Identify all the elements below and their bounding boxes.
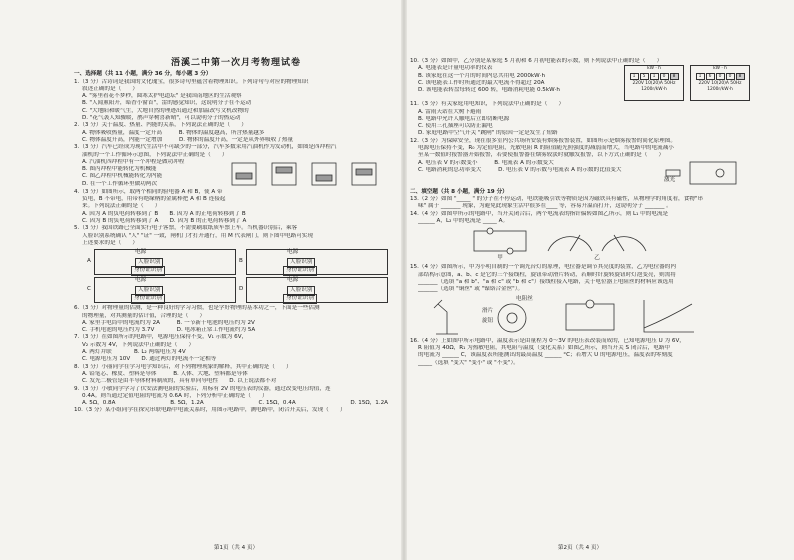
circuit-label: 人脸识别 xyxy=(135,286,163,295)
circuit-b xyxy=(239,249,388,275)
exam-page-2 xyxy=(410,0,750,560)
question-15: 15.（4 分）如图所示，甲为小明自制的一个调光台灯的原理，电位器是调节其亮度的装置，乙为电位器的内 xyxy=(410,264,676,271)
energy-meter-1 xyxy=(624,65,684,101)
option: C. "大地阳和暖气生，大地自然的理迹出通过和加温改写文机改物的 xyxy=(82,107,249,114)
option: B. 图丙冲程中能转化为机械能 xyxy=(82,166,157,173)
question-16-stem: 的电流为 ______ C，该温度表所能测出的最高温度 ______ °C；若增大 U 的电源电压，温度表的零刻度 xyxy=(418,352,673,359)
question-3: 3.（3 分）汽车已经成为现代生活中不可缺少的一部分，汽车多数采用汽油机作为发动机，如图是四冲程汽 xyxy=(74,144,337,151)
potentiometer-figure xyxy=(482,295,542,336)
option-letter: D xyxy=(239,286,244,293)
question-9-stem: 0.4A。则当通过定值电阻的电流为 0.6A 时，下列分析中正确的是（ ） xyxy=(82,392,268,399)
option: C. 因为 B 的负电荷转移到了 A D. 因为 B 的正电荷转移到了 A xyxy=(82,218,247,225)
question-4-stem: 负电，B 不带电，用带有绝缘柄的金属棒把 A 和 B 连接起 xyxy=(82,196,226,203)
option: A. 铅笔芯、橡皮、塑料是导体 B. 人体、大地、塑料都是导体 xyxy=(82,370,248,377)
figure-caption: 乙 xyxy=(594,255,600,262)
option: A. 因为 A 的负电荷转移到了 B B. 因为 A 的正电荷转移到了 B xyxy=(82,210,246,217)
question-12-stem: 至某一数值时报警器开始报警，若要使报警器在烟雾较淡时就触发报警，以下方式正确的是（ ） xyxy=(418,152,665,159)
question-6: 6.（3 分）对物理量的估测，是一种良好的学习习惯，也是学好物理的基本功之一，下面是一些估测 xyxy=(74,305,320,312)
option: D. 在一个工作循环里做功两次 xyxy=(82,180,157,187)
circuit-label: 身份证识别 xyxy=(131,294,165,303)
question-9-options xyxy=(82,400,398,407)
question-12: 12.（3 分）为保障安全，现在很多室内公共场所安装有烟雾报警装置，如图所示是烟雾报警的简化原理图。 xyxy=(410,137,676,144)
option: C. 该电能表工作时所通过的最大电流不得超过 20A xyxy=(418,79,545,86)
option: C. 电路消耗的总功率变大 D. 电压表 V 的示数与电流表 A 的示数的比值变大 xyxy=(418,166,622,173)
option: C. 手机电池的电压约为 3.7V D. 电冰箱正常工作电流约为 5A xyxy=(82,327,256,334)
option: C. 15Ω，0.4A xyxy=(258,400,296,407)
meter-digit: 6 xyxy=(706,73,715,81)
circuit-label: 身份证识别 xyxy=(283,294,317,303)
engine-strokes-figure xyxy=(224,159,394,189)
circuit-label: 电源 xyxy=(135,249,147,256)
meter-digit: 5 xyxy=(640,73,649,81)
circuit-label: 电源 xyxy=(287,249,299,256)
option: D. 该电能表转盘每转过 600 转，电路消耗电能 0.5kW·h xyxy=(418,87,560,94)
meter-spec: 220V 10(20)A 50Hz 1200r/kW·h xyxy=(698,81,742,92)
meter-digit: 8 xyxy=(670,73,679,81)
question-13-stem: 味" 属于 _______ 现象，为避免此现象生活中很多在____ 等，容易升温而打开，这说明分子 _______ 。 xyxy=(418,203,672,210)
question-5-stem: 上述要求的是（ ） xyxy=(82,239,138,246)
option-letter: A xyxy=(87,258,91,265)
circuit-label: 人脸识别 xyxy=(287,286,315,295)
exam-title: 浯溪二中第一次月考物理试卷 xyxy=(170,58,301,68)
option: C. 图乙冲程中机械能转化为内能 xyxy=(82,173,163,180)
circuit-d xyxy=(239,277,388,303)
circuit-label: 身份证识别 xyxy=(283,266,317,275)
question-14-stem: ______ A，L₂ 中的电流是 _____ A。 xyxy=(418,217,509,224)
question-4-stem: 来。下列说法正确的是（ ） xyxy=(82,203,161,210)
option: C. 发光二极管是由半导体材料制成的，具有单向导电性 D. 以上说法都不对 xyxy=(82,378,277,385)
circuit-label: 电源 xyxy=(135,277,147,284)
option: D. "花气袭人知骤暖，鹊声穿树喜新晴"，可以说明分子的热运动 xyxy=(82,115,241,122)
question-10: 10.（3 分）如图中，乙分别是某家庭 5 月初和 6 月初电能表的示数，则下列说法中正确的是（ ） xyxy=(410,58,663,64)
question-5-stem: 人脸识别系统确认 "人" "证" 一致，闸机门才打开通行，用 M 代表闸门，则下图中电路可实现 xyxy=(82,232,313,239)
meter-digit: 8 xyxy=(736,73,745,81)
figure-label: 滑片 xyxy=(482,307,494,314)
option: B. 该家庭在这一个月的时间内总共用电 2000kW·h xyxy=(418,72,546,79)
circuit-label: 身份证识别 xyxy=(131,266,165,275)
question-14: 14.（4 分）如图甲所示的电路中，当开关闭合后，两个电流表的指针偏转如图乙所示，则 L₁ 中的电流是 xyxy=(410,210,669,217)
circuit-label: 电源 xyxy=(287,277,299,284)
question-13: 13.（2 分）如图 "_____ " 的分子在不停运动，电铁能吸引铁等物质是因为磁铁具有磁性，从物理学的角度看，食物"串 xyxy=(410,195,703,202)
figure-label: 旋钮 xyxy=(482,317,494,324)
question-14-figures xyxy=(470,227,750,262)
meter-digit: 1 xyxy=(650,73,659,81)
question-5: 5.（3 分）我国铁路已全面实行电子客票，不需要刷取纸质车票上车。当机器识别后，乘客 xyxy=(74,225,298,232)
page-footer: 第1页（共 4 页） xyxy=(213,544,259,551)
exam-page-1 xyxy=(74,0,398,560)
meter-digit: 1 xyxy=(696,73,705,81)
option: A. 5Ω，0.8A xyxy=(82,400,116,407)
option-letter: B xyxy=(239,258,243,265)
question-4: 4.（3 分）如图所示，取两个相同的验电器 A 和 B，使 A 带 xyxy=(74,188,223,195)
circuit-a xyxy=(87,249,236,275)
desk-lamp-figure xyxy=(430,298,464,336)
question-7: 7.（3 分）在如图所示的电路中，电源电压保持不变，V₁ 示数为 6V， xyxy=(74,334,248,341)
question-10: 10.（3 分）某小组同学在探究串联电路中电流关系时，用图示电路中，测电路中，闭合开关后，发现（ ） xyxy=(74,407,346,414)
meter-unit: kW · h xyxy=(713,66,727,72)
figure-label: 激光 xyxy=(664,176,676,183)
question-6-stem: 的物理量，对其测量的估计值，合理的是（ ） xyxy=(82,312,206,319)
option: B. "人闻薰阳开，暗香小窗首"，雷的感觉知识，这说明分子在不运动 xyxy=(82,100,252,107)
option: B. 电路中允许人触电后立即切断电源 xyxy=(418,115,510,122)
question-15-stem: _______（选填 "a 和 b"、"a 和 c" 或 "b 和 c"）接线柱接入电路，关于电位器上电阻丝的材料应该选用 xyxy=(418,279,674,286)
meter-digit: 0 xyxy=(716,73,725,81)
option: A. 家里手电筒中的电流约为 2A B. 一节新干电池的电压约为 2V xyxy=(82,319,255,326)
figure-14-a xyxy=(470,227,530,262)
resistance-temperature-graph xyxy=(638,298,698,336)
option: A. 雷雨天站在大树下避雨 xyxy=(418,108,482,115)
question-15-16-figures xyxy=(430,296,750,336)
meter-digit: 1 xyxy=(630,73,639,81)
option: A. 汽油机四冲程中有一个冲程是做功冲程 xyxy=(82,158,185,165)
figure-label: 电阻丝 xyxy=(516,295,533,302)
question-3-stem: 油机的一个工作循环示意图，下列说法中正确的是（ ） xyxy=(82,151,228,158)
circuit-c xyxy=(87,277,236,303)
energy-meters xyxy=(624,65,750,101)
question-11: 11.（3 分）有关家庭用电知识，下列说法中正确的是（ ） xyxy=(410,101,565,108)
option: C. 物体温度升高，内能一定增加 D. 物体的温度升高，一定是从外界吸收了热量 xyxy=(82,136,294,143)
section-heading: 二、填空题（共 8 小题，满分 19 分） xyxy=(410,188,508,195)
option: A. 两灯并联 B. L₂ 两端电压为 4V xyxy=(82,349,186,356)
question-2: 2.（3 分）关于温度、热量、内能的关系，下列说法正确的是（ ） xyxy=(74,122,247,129)
meter-spec: 220V 10(20)A 50Hz 1200r/kW·h xyxy=(632,81,676,92)
circuit-label: 人脸识别 xyxy=(135,258,163,267)
option: D. 家庭电路中空气开关 "跳闸" 的原因一定是发生了短路 xyxy=(418,130,558,137)
option: A. 电压表 V 的示数变小 B. 电流表 A 的示数变大 xyxy=(418,159,554,166)
question-15-stem: 部结构示意图，a、b、c 是它的三个接线柱，旋钮带动滑片转动，若顺时针旋转旋钮时灯泡变亮，则需将 xyxy=(418,271,676,278)
question-16-stem: _____（选填 "变大" "变小" 或 "不变"）。 xyxy=(418,359,519,366)
circuit-options xyxy=(87,249,388,303)
question-8: 8.（3 分）小丽同学在学习电学知识后，对下列物理现象的解释，其中正确的是（ ） xyxy=(74,363,292,370)
option: D. 15Ω，1.2A xyxy=(350,400,388,407)
question-12-stem: 电源电压保持不变，R₀ 为定值电阻，光敏电阻 R 的阻值随光照强度的减弱而增大，当电路中的电流减小 xyxy=(418,145,674,152)
option: A. 电能表是计量电功率的仪表 xyxy=(418,65,493,72)
question-16-stem: R 阻值为 40Ω，R₁ 为热敏电阻，其电阻与温度（变化关系）如图乙所示，则当开关 S 闭合后，电路中 xyxy=(418,344,671,351)
smoke-alarm-figure xyxy=(660,160,740,186)
option: A. 物体吸收热量，温度一定升高 B. 物体的温度越高，所含热量越多 xyxy=(82,129,265,136)
question-16: 16.（4 分）上如图甲所示电路中，温度表示是由量程为 0～3V 的电压表改装而成的，已知电源电压 U 为 6V， xyxy=(410,337,685,344)
figure-14-b xyxy=(542,227,652,262)
energy-meter-2 xyxy=(690,65,750,101)
option: B. 5Ω，1.2A xyxy=(170,400,204,407)
option: C. 电源电压为 10V D. 通过两灯的电流不一定相等 xyxy=(82,356,217,363)
option-letter: C xyxy=(87,286,91,293)
option: A. "雾里看花不梦秒，圆寒太护电道坛" 是我国南地区的生活观察 xyxy=(82,93,242,100)
page-footer: 第2页（共 4 页） xyxy=(557,544,603,551)
question-1-stem: 叙述正确的是（ ） xyxy=(82,85,138,92)
figure-caption: 甲 xyxy=(497,255,503,262)
page-fold xyxy=(401,0,407,560)
section-heading: 一、选择题（共 11 小题，满分 36 分，每小题 3 分） xyxy=(74,71,212,78)
meter-unit: kW · h xyxy=(647,66,661,72)
thermometer-circuit-figure xyxy=(560,298,620,336)
circuit-label: 人脸识别 xyxy=(287,258,315,267)
option: C. 使用三孔插座可以防止漏电 xyxy=(418,123,493,130)
question-1: 1.（3 分）古诗词是我国的文化瑰宝，很多诗句里蕴含着物理知识。下列诗句与对应的物理知识 xyxy=(74,78,309,85)
meter-digit: 0 xyxy=(660,73,669,81)
question-9: 9.（3 分）小敏同学学习了伏安法测电阻的实验后，用标有 2V 的电压表的仪器，通过改变电压的值，连 xyxy=(74,385,331,392)
question-7-stem: V₂ 示数为 4V，下列说法中正确的是（ ） xyxy=(82,341,195,348)
question-15-stem: _______（选填 "铜丝" 或 "镍铬合金丝"）。 xyxy=(418,286,524,293)
meter-digit: 0 xyxy=(726,73,735,81)
